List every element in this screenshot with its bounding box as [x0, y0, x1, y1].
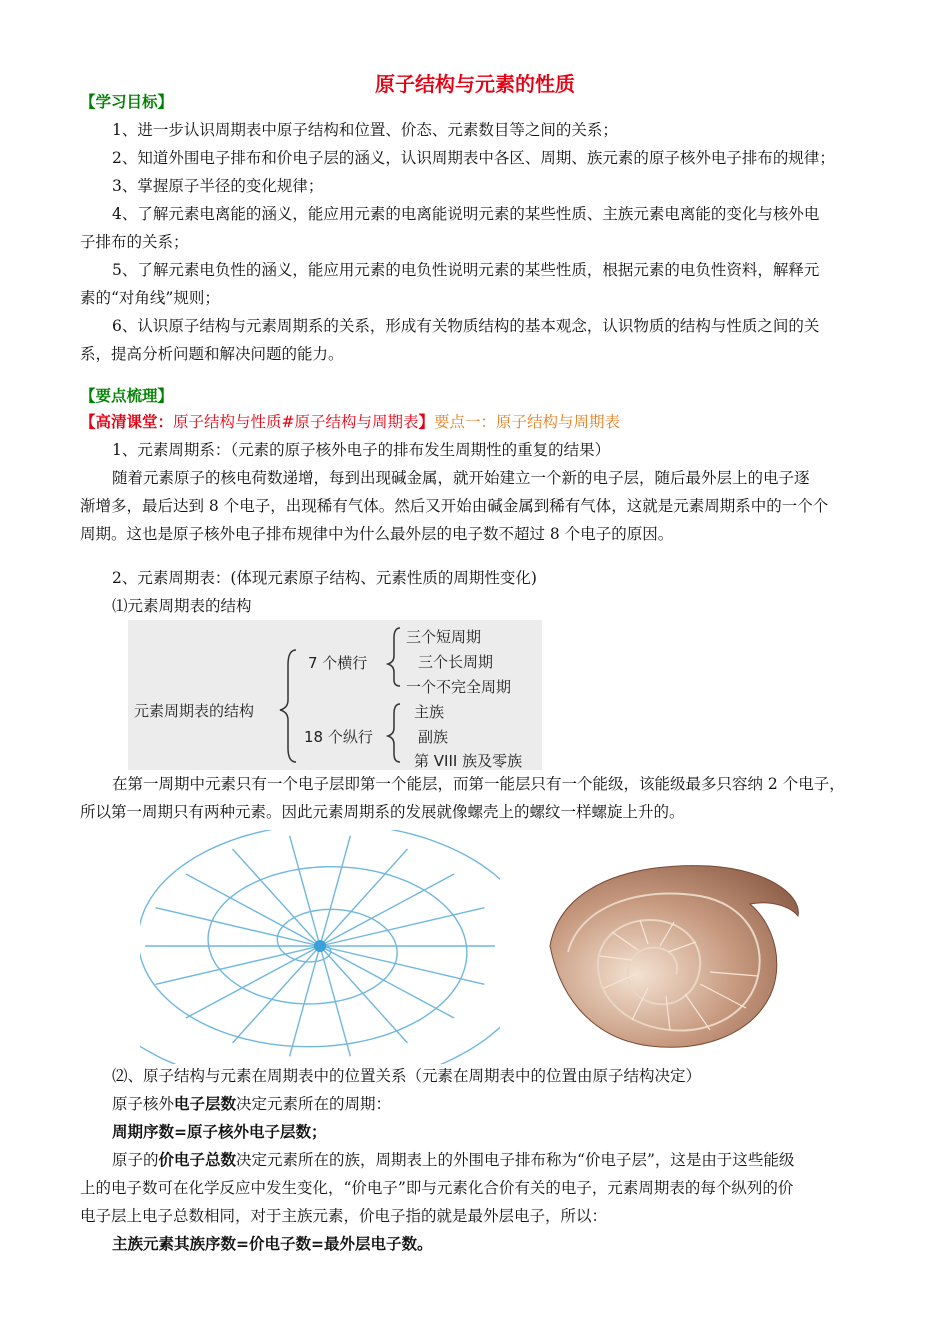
paragraph-line: 所以第一周期只有两种元素。因此元素周期系的发展就像螺壳上的螺纹一样螺旋上升的。: [80, 803, 685, 821]
diagram-col-item: 副族: [418, 728, 449, 746]
hd-suffix: 】: [418, 413, 435, 431]
spiral-spoke: [156, 908, 320, 946]
bold-term: 电子层数: [174, 1095, 237, 1113]
section1-heading: 1、元素周期系：（元素的原子核外电子的排布发生周期性的重复的结果）: [112, 441, 611, 459]
formula-period: 周期序数=原子核外电子层数；: [112, 1123, 327, 1141]
paragraph-line: 在第一周期中元素只有一个电子层即第一个能层，而第一能层只有一个能级，该能级最多只容纳 2 个电子，: [112, 775, 845, 793]
text-run: 原子的: [112, 1151, 159, 1169]
text-run: 决定元素所在的族，周期表上的外围电子排布称为“价电子层”，这是由于这些能级: [236, 1151, 795, 1169]
diagram-row-branch: 7 个横行: [308, 654, 368, 672]
periodic-table-structure-diagram: [128, 620, 542, 770]
page-title: 原子结构与元素的性质: [375, 72, 575, 96]
section2-heading: 2、元素周期表：(体现元素原子结构、元素性质的周期性变化): [112, 569, 537, 587]
bold-term: 价电子总数: [158, 1151, 237, 1169]
spiral-spoke: [186, 946, 320, 1018]
paragraph-line: 上的电子数可在化学反应中发生变化，“价电子”即与元素化合价有关的电子，元素周期表的每个纵列的价: [80, 1179, 794, 1197]
spiral-spoke: [320, 908, 484, 946]
diagram-row-item: 三个长周期: [418, 653, 494, 671]
objective-item: 5、了解元素电负性的涵义，能应用元素的电负性说明元素的某些性质，根据元素的电负性资料，解释元: [112, 261, 820, 279]
diagram-root: 元素周期表的结构: [134, 702, 255, 720]
objectives-heading: 【学习目标】: [80, 93, 174, 111]
hd-classroom-line: [80, 412, 620, 432]
spiral-spoke: [156, 946, 320, 984]
diagram-col-branch: 18 个纵行: [304, 728, 373, 746]
diagram-col-item: 主族: [414, 703, 445, 721]
paragraph-line: 电子层上电子总数相同，对于主族元素，价电子指的就是最外层电子，所以：: [80, 1207, 608, 1225]
subsection-heading: ⑴元素周期表的结构: [112, 597, 252, 615]
paragraph-line: 周期。这也是原子核外电子排布规律中为什么最外层的电子数不超过 8 个电子的原因。: [80, 525, 674, 543]
spiral-spoke: [186, 874, 320, 946]
objective-item: 6、认识原子结构与元素周期系的关系，形成有关物质结构的基本观念，认识物质的结构与性质之间的关: [112, 317, 820, 335]
keypoints-heading: 【要点梳理】: [80, 387, 174, 405]
paragraph-line: [112, 1150, 794, 1170]
diagram-col-item: 第 VIII 族及零族: [414, 752, 523, 770]
spiral-periodic-table-image: [140, 830, 500, 1064]
diagram-row-item: 一个不完全周期: [406, 678, 512, 696]
objective-item-cont: 素的“对角线”规则；: [80, 289, 220, 307]
paragraph-line: 渐增多，最后达到 8 个电子，出现稀有气体。然后又开始由碱金属到稀有气体，这就是元素周期系中的一个个: [80, 497, 829, 515]
objective-item-cont: 系，提高分析问题和解决问题的能力。: [80, 345, 344, 363]
spiral-spoke: [320, 946, 454, 1018]
spiral-spoke: [320, 946, 484, 984]
text-run: 原子核外: [112, 1095, 175, 1113]
objective-item: 1、进一步认识周期表中原子结构和位置、价态、元素数目等之间的关系；: [112, 121, 618, 139]
paragraph-line: [112, 1094, 391, 1114]
subsection-heading: ⑵、原子结构与元素在周期表中的位置关系（元素在周期表中的位置由原子结构决定）: [112, 1067, 702, 1085]
paragraph-line: 随着元素原子的核电荷数递增，每到出现碱金属，就开始建立一个新的电子层，随后最外层上的电子逐: [112, 469, 810, 487]
objective-item-cont: 子排布的关系；: [80, 233, 189, 251]
nautilus-shell-image: [540, 856, 810, 1054]
formula-group: 主族元素其族序数=价电子数=最外层电子数。: [112, 1235, 433, 1253]
objective-item: 3、掌握原子半径的变化规律；: [112, 177, 324, 195]
hd-topic: 原子结构与性质#原子结构与周期表: [173, 413, 419, 431]
hd-prefix: 【高清课堂：: [80, 413, 174, 431]
diagram-row-item: 三个短周期: [406, 628, 482, 646]
objective-item: 4、了解元素电离能的涵义，能应用元素的电离能说明元素的某些性质、主族元素电离能的变化与核外电: [112, 205, 820, 223]
point-label: 要点一：原子结构与周期表: [434, 413, 621, 431]
text-run: 决定元素所在的周期：: [236, 1095, 392, 1113]
objective-item: 2、知道外围电子排布和价电子层的涵义，认识周期表中各区、周期、族元素的原子核外电子排布的规律；: [112, 149, 835, 167]
